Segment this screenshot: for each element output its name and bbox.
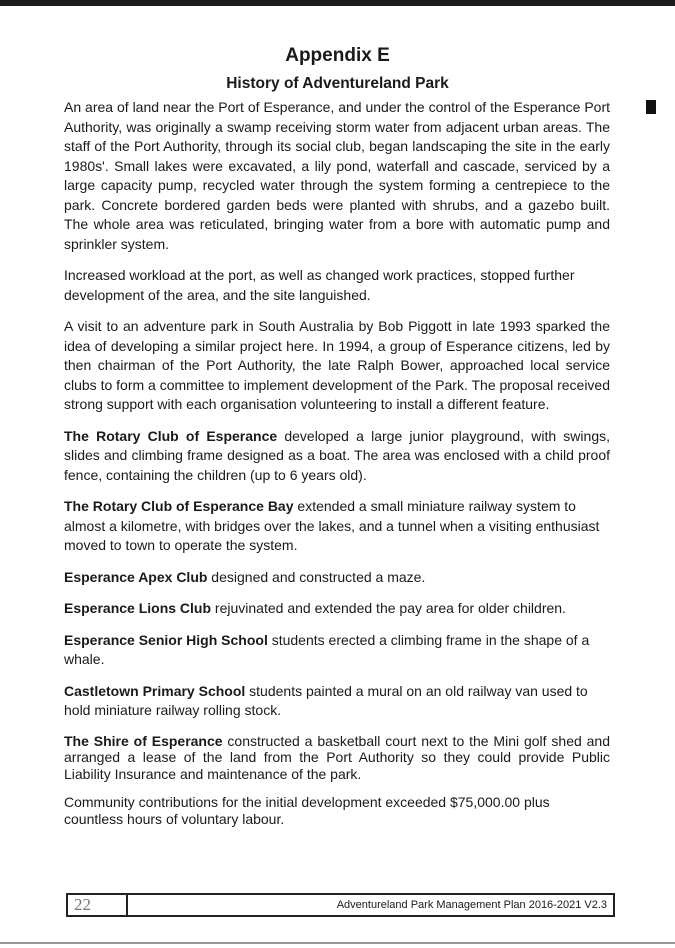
paragraph-revival: A visit to an adventure park in South Australia by Bob Piggott in late 1993 sparked the idea of developing a similar project here. In 1994, a group of Esperance citizens, led by then chairman of the Port Authority, the late Ralph Bower, approached local service clubs to form a committee to implement development of the Park. The proposal received strong support with each organisation volunteering to install a different feature. — [64, 318, 611, 412]
contribution-text: students erected a climbing frame in the shape of a whale. — [64, 631, 590, 667]
top-edge-bar — [0, 0, 675, 6]
paragraph-shire — [64, 733, 610, 783]
body-text — [64, 98, 610, 839]
page-number: 22 — [68, 895, 128, 915]
paragraph-lions — [64, 599, 610, 619]
org-name: Castletown Primary School — [64, 682, 246, 699]
org-name: Esperance Lions Club — [64, 600, 212, 616]
contribution-text: developed a large junior playground, with swings, slides and climbing frame designed as a boat. The area was enclosed with a child proof fence, containing the children (up to 6 years old). — [64, 427, 610, 483]
paragraph-decline: Increased workload at the port, as well as changed work practices, stopped further development of the area, and the site languished. — [64, 267, 575, 303]
org-name: The Rotary Club of Esperance Bay — [64, 498, 294, 514]
contribution-text: designed and constructed a maze. — [207, 568, 426, 585]
paragraph-contributions: Community contributions for the initial development exceeded $75,000.00 plus countless hours of voluntary labour. — [64, 794, 550, 827]
contribution-text: rejuvinated and extended the pay area for older children. — [211, 600, 566, 616]
paragraph-origin: An area of land near the Port of Esperance, and under the control of the Esperance Port Authority, was originally a swamp receiving storm water from adjacent urban areas. The staff of the Port Authority, through its social club, began landscaping the site in the early 1980s'. Small lakes were excavated, a lily pond, waterfall and cascade, serviced by a large capacity pump, recycled water through the system forming a centrepiece to the park. Concrete bordered garden beds were planted with shrubs, and a gazebo built. The whole area was reticulated, bringing water from a bore with automatic pump and sprinkler system. — [64, 99, 610, 252]
contribution-text: extended a small miniature railway system to almost a kilometre, with bridges over the lakes, and a tunnel when a visiting enthusiast moved to town to operate the system. — [64, 498, 600, 553]
page-title: Appendix E — [285, 45, 390, 66]
page-subtitle: History of Adventureland Park — [226, 75, 449, 92]
footer-document-title: Adventureland Park Management Plan 2016-2021 V2.3 — [336, 899, 607, 911]
contribution-text: constructed a basketball court next to the Mini golf shed and arranged a lease of the land from the Port Authority so they could provide Public Liability Insurance and maintenance of the park. — [64, 732, 610, 782]
paragraph-apex — [64, 568, 610, 588]
org-name: The Shire of Esperance — [64, 732, 223, 749]
org-name: Esperance Senior High School — [64, 631, 268, 648]
paragraph-rotary-esperance-bay — [64, 497, 610, 556]
bottom-divider — [0, 942, 675, 944]
paragraph-rotary-esperance — [64, 427, 610, 486]
org-name: Esperance Apex Club — [64, 568, 208, 585]
page-footer — [66, 893, 615, 917]
org-name: The Rotary Club of Esperance — [64, 427, 278, 444]
paragraph-senior-high — [64, 631, 610, 670]
contribution-text: students painted a mural on an old railway van used to hold miniature railway rolling stock. — [64, 682, 588, 718]
section-tab-marker — [646, 100, 656, 114]
paragraph-castletown — [64, 682, 610, 721]
